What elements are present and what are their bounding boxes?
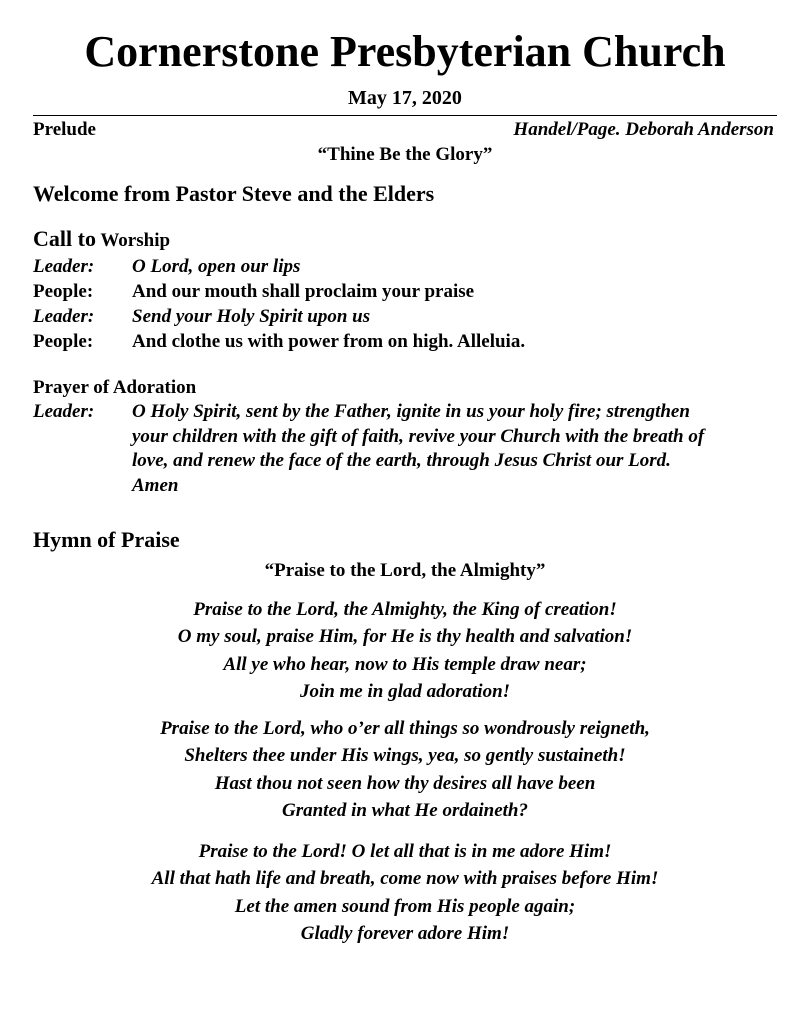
prayer-of-adoration — [33, 400, 777, 498]
hymn-title: “Praise to the Lord, the Almighty” — [264, 560, 546, 581]
stanza-line: Join me in glad adoration! — [299, 680, 511, 702]
prayer-role: Leader: — [33, 401, 95, 422]
stanza-line: Shelters thee under His wings, yea, so gently sustaineth! — [184, 745, 626, 767]
prayer-text — [132, 400, 704, 498]
prelude-label: Prelude — [33, 119, 96, 140]
dialogue-text: And clothe us with power from on high. Alleluia. — [132, 331, 526, 352]
dialogue-text: O Lord, open our lips — [132, 256, 301, 277]
dialogue-line — [33, 329, 777, 354]
stanza-line: Granted in what He ordaineth? — [282, 799, 528, 821]
prayer-line: Amen — [132, 474, 179, 496]
hymn-heading: Hymn of Praise — [33, 527, 180, 552]
dialogue-role: People: — [33, 281, 94, 302]
prayer-line: your children with the gift of faith, revive your Church with the breath of — [132, 425, 705, 447]
stanza-line: Praise to the Lord! O let all that is in me adore Him! — [198, 841, 612, 862]
stanza-line: Hast thou not seen how thy desires all have been — [214, 772, 596, 794]
stanza-line: Let the amen sound from His people again; — [234, 895, 576, 917]
prayer-line: love, and renew the face of the earth, through Jesus Christ our Lord. — [132, 450, 671, 471]
prayer-heading: Prayer of Adoration — [33, 377, 197, 398]
dialogue-line — [33, 279, 777, 304]
dialogue-line — [33, 304, 777, 329]
header-divider — [33, 115, 777, 116]
prayer-line: O Holy Spirit, sent by the Father, ignite in us your holy fire; strengthen — [132, 401, 690, 422]
stanza-line: All ye who hear, now to His temple draw near; — [223, 653, 587, 675]
dialogue-line — [33, 254, 777, 279]
welcome-heading: Welcome from Pastor Steve and the Elders — [33, 181, 435, 206]
hymn-stanza — [0, 596, 810, 705]
stanza-line: All that hath life and breath, come now with praises before Him! — [151, 868, 659, 890]
dialogue-text: Send your Holy Spirit upon us — [132, 306, 371, 327]
call-to-worship-heading-part1: Call to — [33, 226, 96, 251]
hymn-stanza — [0, 715, 810, 824]
dialogue-role: Leader: — [33, 306, 95, 327]
hymn-stanza — [0, 838, 810, 947]
dialogue-role: Leader: — [33, 256, 95, 277]
call-to-worship-heading — [33, 226, 170, 254]
service-date: May 17, 2020 — [348, 87, 462, 109]
stanza-line: Gladly forever adore Him! — [300, 922, 510, 944]
stanza-line: Praise to the Lord, who o’er all things so wondrously reigneth, — [160, 718, 650, 739]
prelude-piece-title: “Thine Be the Glory” — [317, 144, 493, 165]
prelude-composer: Handel/Page. Deborah Anderson — [513, 119, 774, 140]
call-to-worship-heading-part2: Worship — [95, 230, 171, 251]
stanza-line: Praise to the Lord, the Almighty, the King of creation! — [193, 599, 617, 620]
dialogue-role: People: — [33, 331, 94, 352]
dialogue-text: And our mouth shall proclaim your praise — [132, 281, 475, 302]
call-to-worship-dialogue — [33, 254, 777, 354]
stanza-line: O my soul, praise Him, for He is thy health and salvation! — [177, 626, 633, 648]
church-title: Cornerstone Presbyterian Church — [84, 27, 726, 76]
